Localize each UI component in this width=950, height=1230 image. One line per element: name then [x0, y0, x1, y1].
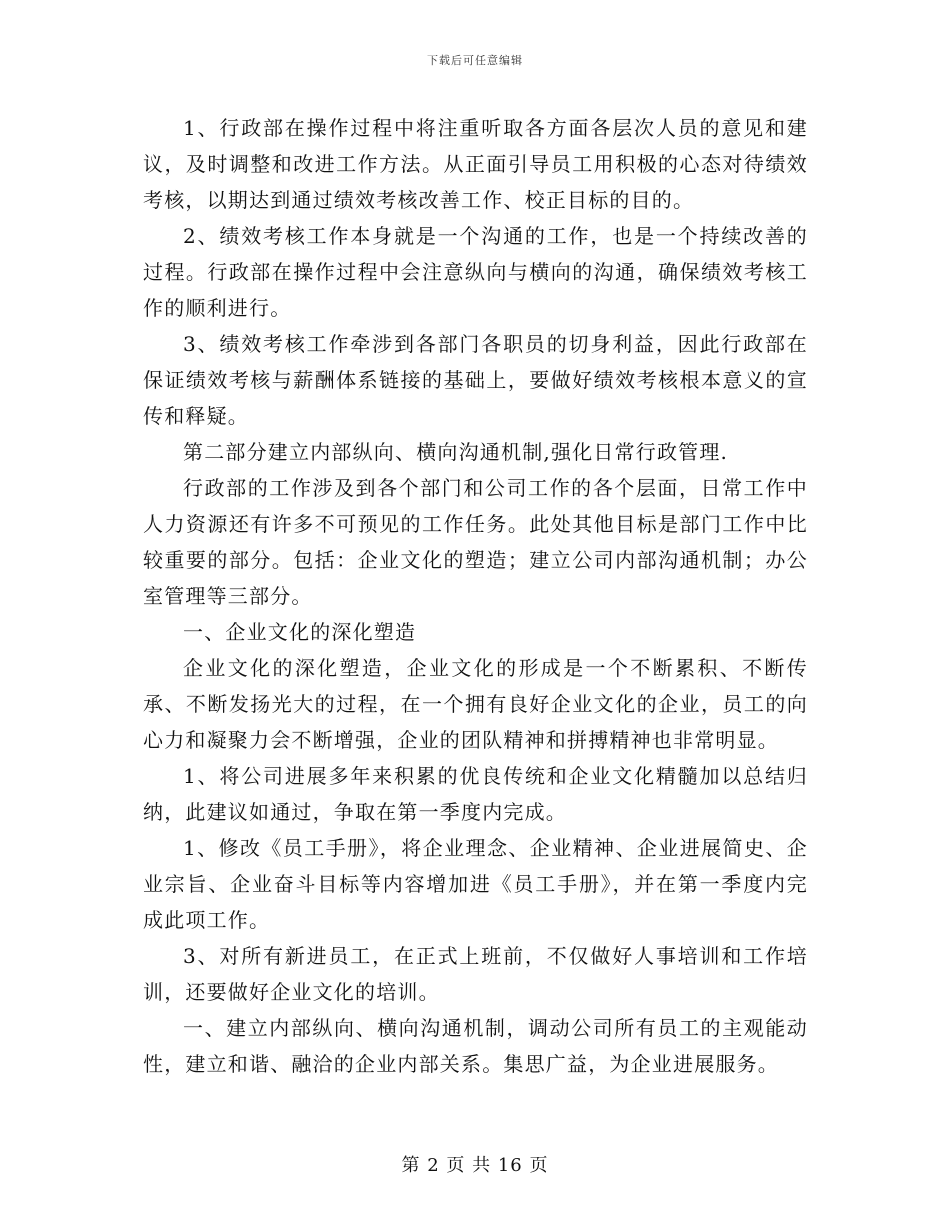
- paragraph: 企业文化的深化塑造，企业文化的形成是一个不断累积、不断传承、不断发扬光大的过程，在一个拥有良好企业文化的企业，员工的向心力和凝聚力会不断增强，企业的团队精神和拼搏精神也非常明显。: [143, 656, 808, 752]
- paragraph: 1、行政部在操作过程中将注重听取各方面各层次人员的意见和建议，及时调整和改进工作方法。从正面引导员工用积极的心态对待绩效考核，以期达到通过绩效考核改善工作、校正目标的目的。: [143, 116, 808, 212]
- section-heading: 第二部分建立内部纵向、横向沟通机制,强化日常行政管理.: [183, 440, 729, 464]
- section-heading: 一、企业文化的深化塑造: [183, 620, 417, 644]
- paragraph: 3、绩效考核工作牵涉到各部门各职员的切身利益，因此行政部在保证绩效考核与薪酬体系链接的基础上，要做好绩效考核根本意义的宣传和释疑。: [143, 332, 808, 428]
- paragraph: 1、将公司进展多年来积累的优良传统和企业文化精髓加以总结归纳，此建议如通过，争取在第一季度内完成。: [143, 764, 808, 824]
- page-number-footer: 第 2 页 共 16 页: [401, 1155, 549, 1176]
- paragraph: 3、对所有新进员工，在正式上班前，不仅做好人事培训和工作培训，还要做好企业文化的培训。: [143, 944, 808, 1004]
- paragraph: 行政部的工作涉及到各个部门和公司工作的各个层面，日常工作中人力资源还有许多不可预见的工作任务。此处其他目标是部门工作中比较重要的部分。包括：企业文化的塑造；建立公司内部沟通机制；办公室管理等三部分。: [143, 476, 808, 608]
- page-header: 下载后可任意编辑: [427, 54, 523, 67]
- document-body: [143, 110, 808, 1082]
- paragraph: 一、建立内部纵向、横向沟通机制，调动公司所有员工的主观能动性，建立和谐、融洽的企业内部关系。集思广益，为企业进展服务。: [143, 1016, 808, 1076]
- paragraph: 1、修改《员工手册》，将企业理念、企业精神、企业进展简史、企业宗旨、企业奋斗目标等内容增加进《员工手册》，并在第一季度内完成此项工作。: [143, 836, 808, 932]
- paragraph: 2、绩效考核工作本身就是一个沟通的工作，也是一个持续改善的过程。行政部在操作过程中会注意纵向与横向的沟通，确保绩效考核工作的顺利进行。: [143, 224, 808, 320]
